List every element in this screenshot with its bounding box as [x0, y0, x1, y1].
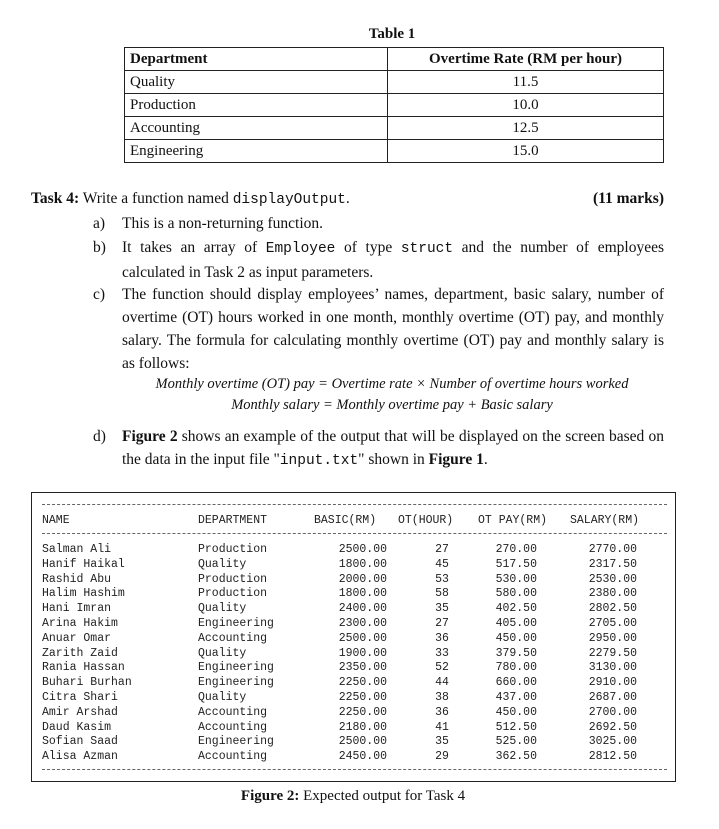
out-otpay: 405.00 [495, 617, 537, 630]
item-d-text-1: shows an example of the output that will be displayed on the screen based on the data in the input file " [122, 428, 664, 468]
out-ot: 27 [435, 617, 449, 630]
out-basic: 1800.00 [338, 557, 387, 571]
output-row [42, 750, 667, 765]
function-name: displayOutput [232, 192, 346, 208]
item-label: c) [93, 286, 106, 303]
output-row [42, 558, 667, 573]
table1-caption: Table 1 [368, 26, 416, 42]
out-salary: 2279.50 [588, 646, 637, 660]
task-label: Task 4: [31, 190, 80, 207]
out-otpay: 780.00 [495, 661, 537, 675]
output-row [42, 617, 667, 632]
out-salary: 3025.00 [588, 735, 637, 749]
figure2-ref: Figure 2 [122, 428, 178, 445]
out-dept: Engineering [198, 735, 274, 749]
out-dept: Production [198, 572, 268, 586]
out-basic: 1900.00 [338, 646, 387, 660]
output-row [42, 632, 667, 647]
item-label: b) [93, 239, 106, 256]
out-otpay: 362.50 [495, 750, 537, 764]
out-ot: 36 [435, 631, 449, 645]
item-b-text-2: of type [335, 239, 401, 256]
out-ot: 53 [435, 572, 449, 586]
out-name: Anuar Omar [42, 631, 112, 645]
out-dept: Quality [198, 691, 247, 704]
task-text-before: Write a function named [82, 190, 233, 207]
out-basic: 2000.00 [338, 572, 387, 586]
item-d-text-2: " shown in [358, 451, 429, 468]
cell-rate: 12.5 [388, 117, 664, 140]
figure2-label: Figure 2: [240, 788, 300, 804]
out-otpay: 450.00 [495, 631, 537, 645]
out-ot: 45 [435, 557, 449, 571]
code-struct: struct [400, 241, 454, 257]
out-name: Halim Hashim [42, 587, 125, 601]
out-name: Arina Hakim [42, 617, 118, 630]
cell-rate: 10.0 [388, 94, 664, 117]
output-row [42, 735, 667, 750]
code-input-file: input.txt [279, 453, 359, 469]
out-basic: 2250.00 [338, 705, 387, 719]
out-basic: 2500.00 [338, 735, 387, 749]
code-employee: Employee [265, 241, 336, 257]
out-dept: Accounting [198, 750, 268, 764]
out-name: Sofian Saad [42, 735, 118, 749]
out-ot: 35 [435, 735, 449, 749]
out-otpay: 450.00 [495, 705, 537, 719]
out-otpay: 530.00 [495, 572, 537, 586]
item-text [122, 425, 664, 473]
out-name: Rashid Abu [42, 572, 112, 586]
table-header-row [125, 48, 664, 71]
cell-department: Production [125, 94, 388, 117]
out-basic: 2500.00 [338, 631, 387, 645]
out-basic: 2400.00 [338, 602, 387, 616]
task-heading [31, 190, 664, 208]
out-ot: 52 [435, 661, 449, 675]
table-row [125, 140, 664, 163]
cell-department: Quality [125, 71, 388, 94]
out-salary: 2802.50 [588, 602, 637, 616]
out-salary: 2705.00 [588, 617, 637, 630]
item-b-text-3: and the number of employees calculated in Task 2 as input parameters. [122, 239, 664, 281]
out-otpay: 270.00 [495, 543, 537, 556]
out-dept: Quality [198, 557, 247, 571]
cell-rate: 11.5 [388, 71, 664, 94]
out-salary: 2317.50 [588, 557, 637, 571]
out-name: Rania Hassan [42, 661, 125, 675]
item-label: a) [93, 215, 106, 232]
out-salary: 2380.00 [588, 587, 637, 601]
item-label: d) [93, 428, 106, 445]
output-row [42, 602, 667, 617]
out-basic: 2350.00 [338, 661, 387, 675]
out-name: Hani Imran [42, 602, 112, 616]
out-salary: 2700.00 [588, 705, 637, 719]
out-otpay: 379.50 [495, 646, 537, 660]
output-row [42, 647, 667, 662]
dashed-divider [42, 504, 667, 505]
task-item-a [93, 212, 664, 235]
formula-monthly-salary: Monthly salary = Monthly overtime pay + Basic salary [231, 397, 553, 413]
out-dept: Engineering [198, 661, 274, 675]
header-department: Department [125, 48, 388, 71]
header-overtime-rate: Overtime Rate (RM per hour) [388, 48, 664, 71]
expected-output-box [31, 492, 676, 782]
out-dept: Engineering [198, 676, 274, 690]
out-otpay: 512.50 [495, 720, 537, 734]
out-otpay: 525.00 [495, 735, 537, 749]
out-dept: Quality [198, 646, 247, 660]
out-basic: 1800.00 [338, 587, 387, 601]
out-ot: 35 [435, 602, 449, 616]
out-otpay: 517.50 [495, 557, 537, 571]
out-salary: 2812.50 [588, 750, 637, 764]
out-ot: 29 [435, 750, 449, 764]
item-text: This is a non-returning function. [122, 215, 324, 232]
out-salary: 2530.00 [588, 572, 637, 586]
out-otpay: 402.50 [495, 602, 537, 616]
cell-department: Accounting [125, 117, 388, 140]
out-ot: 36 [435, 705, 449, 719]
out-otpay: 660.00 [495, 676, 537, 690]
dashed-divider [42, 769, 667, 770]
output-row [42, 573, 667, 588]
out-basic: 2450.00 [338, 750, 387, 764]
output-row [42, 691, 667, 706]
out-basic: 2250.00 [338, 676, 387, 690]
item-d-text-3: . [483, 451, 488, 468]
cell-rate: 15.0 [388, 140, 664, 163]
out-dept: Accounting [198, 705, 268, 719]
out-basic: 2300.00 [338, 617, 387, 630]
out-dept: Accounting [198, 631, 268, 645]
output-row [42, 721, 667, 736]
cell-department: Engineering [125, 140, 388, 163]
output-row [42, 587, 667, 602]
output-row [42, 661, 667, 676]
out-dept: Accounting [198, 720, 268, 734]
table-row [125, 71, 664, 94]
out-name: Salman Ali [42, 543, 112, 556]
task-text-after: . [345, 190, 350, 207]
out-name: Alisa Azman [42, 750, 118, 764]
out-ot: 33 [435, 646, 449, 660]
figure1-ref: Figure 1 [428, 451, 484, 468]
task-item-d [93, 425, 664, 471]
out-dept: Production [198, 587, 268, 601]
out-salary: 2770.00 [588, 543, 637, 556]
out-name: Daud Kasim [42, 720, 112, 734]
out-name: Citra Shari [42, 691, 118, 704]
table-row [125, 117, 664, 140]
col-otpay: OT PAY(RM) [478, 514, 548, 527]
out-dept: Engineering [198, 617, 274, 630]
out-dept: Quality [198, 602, 247, 616]
output-row [42, 676, 667, 691]
out-salary: 2692.50 [588, 720, 637, 734]
out-basic: 2500.00 [338, 543, 387, 556]
out-otpay: 580.00 [495, 587, 537, 601]
col-salary: SALARY(RM) [570, 514, 640, 527]
out-salary: 2910.00 [588, 676, 637, 690]
out-ot: 27 [435, 543, 449, 556]
formula-ot-pay: Monthly overtime (OT) pay = Overtime rate × Number of overtime hours worked [155, 376, 629, 392]
out-otpay: 437.00 [495, 691, 537, 704]
out-ot: 58 [435, 587, 449, 601]
out-ot: 44 [435, 676, 449, 690]
dashed-divider [42, 533, 667, 534]
output-header-row [42, 514, 667, 529]
figure2-caption-text: Expected output for Task 4 [299, 788, 466, 804]
task-item-c [93, 283, 664, 375]
out-name: Buhari Burhan [42, 676, 132, 690]
task-item-b [93, 236, 664, 282]
figure2-caption [0, 788, 706, 805]
task-marks: (11 marks) [592, 190, 664, 207]
out-basic: 2250.00 [338, 691, 387, 704]
table-row [125, 94, 664, 117]
col-dept: DEPARTMENT [198, 514, 268, 527]
out-salary: 2950.00 [588, 631, 637, 645]
item-text [122, 236, 664, 284]
out-dept: Production [198, 543, 268, 556]
out-ot: 41 [435, 720, 449, 734]
output-row [42, 543, 667, 558]
item-text: The function should display employees’ names, department, basic salary, number of overtime (OT) hours worked in one month, monthly overtime (OT) pay, and monthly salary. The formula for calculating monthly overtime (OT) pay and monthly salary is as follows: [122, 286, 664, 372]
out-ot: 38 [435, 691, 449, 704]
out-name: Zarith Zaid [42, 646, 118, 660]
col-ot: OT(HOUR) [398, 514, 454, 527]
out-basic: 2180.00 [338, 720, 387, 734]
out-name: Hanif Haikal [42, 557, 125, 571]
output-row [42, 706, 667, 721]
out-salary: 2687.00 [588, 691, 637, 704]
col-name: NAME [42, 514, 70, 527]
out-salary: 3130.00 [588, 661, 637, 675]
item-b-text-1: It takes an array of [122, 239, 266, 256]
out-name: Amir Arshad [42, 705, 118, 719]
col-basic: BASIC(RM) [314, 514, 377, 527]
overtime-rate-table [124, 47, 664, 163]
